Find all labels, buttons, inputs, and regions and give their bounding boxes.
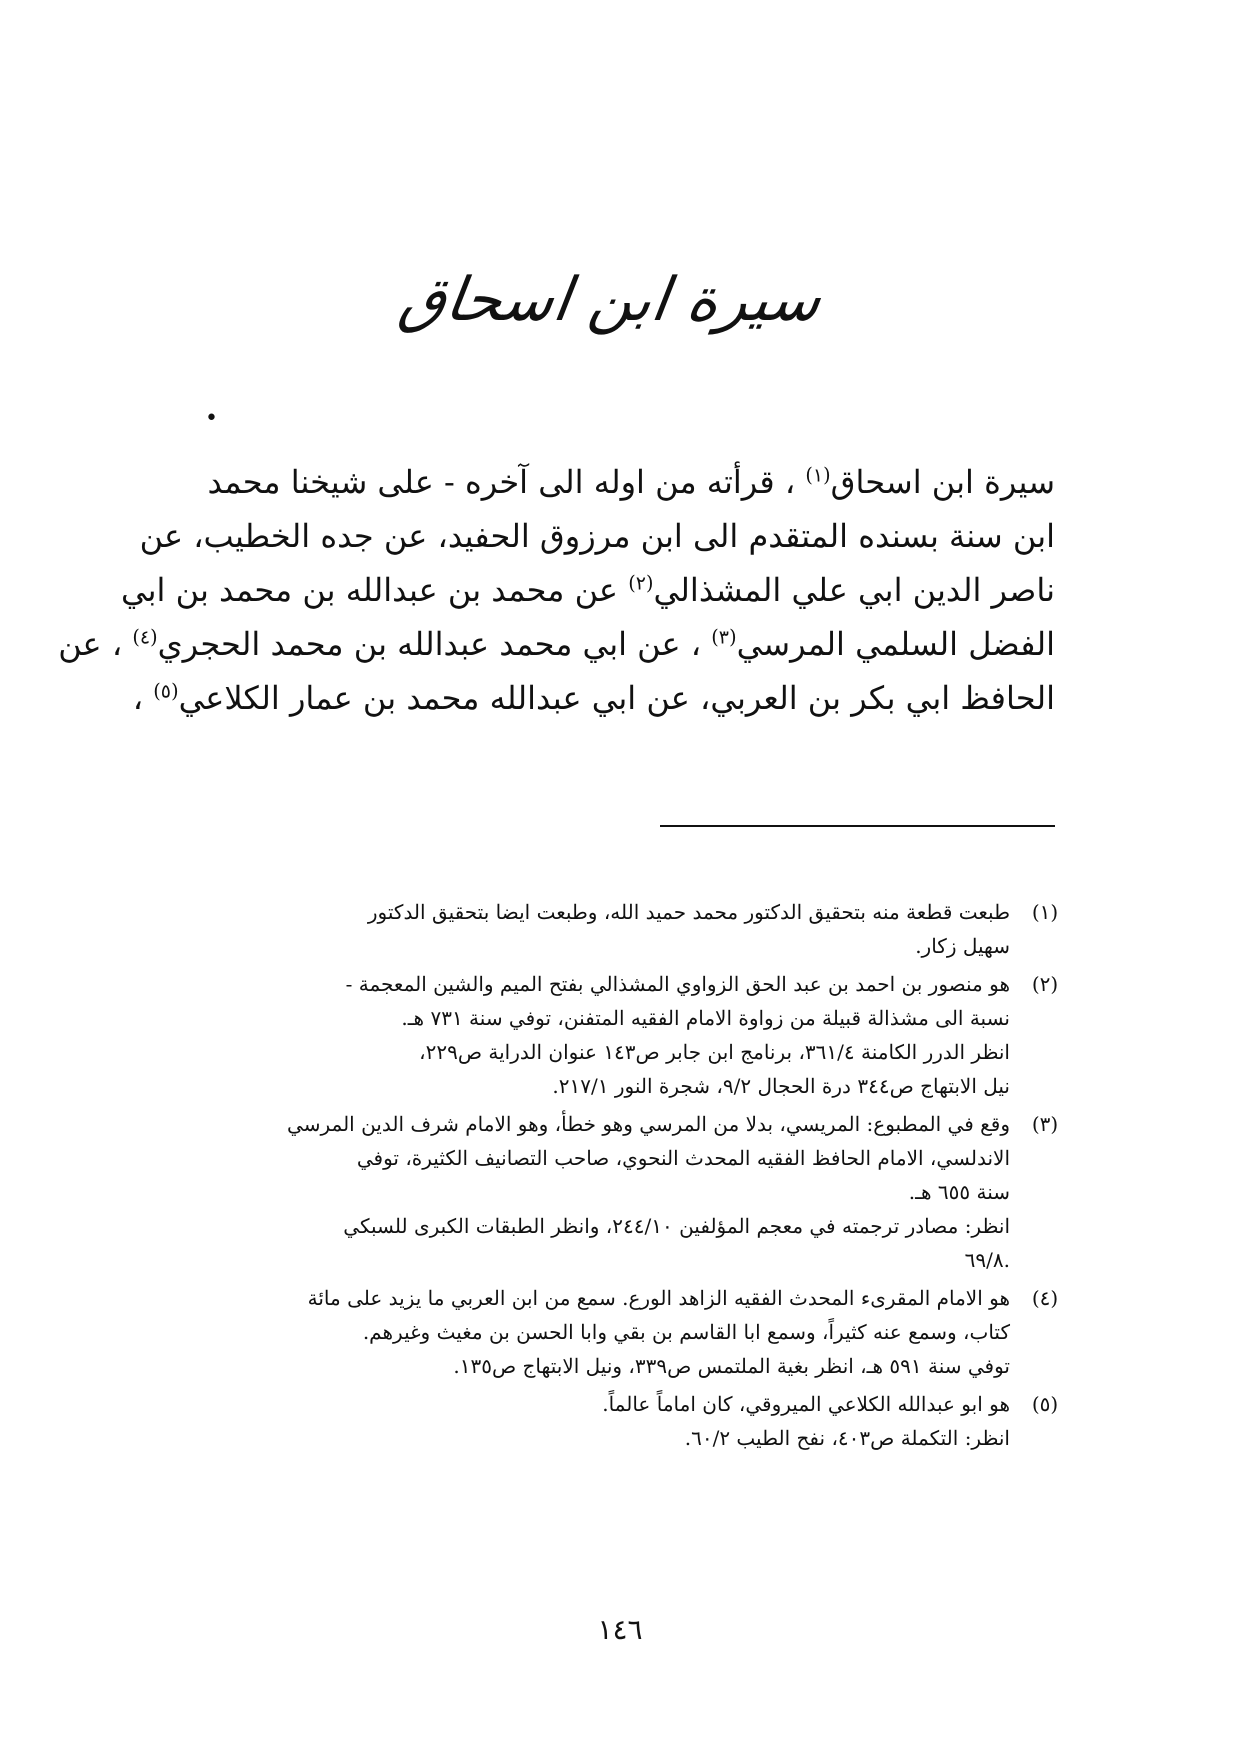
page-title: سيرة ابن اسحاق	[394, 265, 826, 335]
footnote-divider	[660, 825, 1055, 827]
footnote-line: هو منصور بن احمد بن عبد الحق الزواوي المشذالي بفتح الميم والشين المعجمة -	[345, 972, 1010, 996]
footnote-ref-3: (٣)	[711, 625, 737, 649]
decorative-dot: •	[205, 406, 218, 431]
paragraph-line-1	[160, 455, 1055, 509]
footnote-line: انظر الدرر الكامنة ٣٦١/٤، برنامج ابن جابر ص١٤٣ عنوان الدراية ص٢٢٩،	[419, 1040, 1010, 1064]
paragraph-line-4	[58, 617, 1055, 671]
footnote-line: نيل الابتهاج ص٣٤٤ درة الحجال ٩/٢، شجرة النور ٢١٧/١.	[552, 1074, 1010, 1098]
footnote-3	[160, 1107, 1070, 1277]
footnote-line: طبعت قطعة منه بتحقيق الدكتور محمد حميد الله، وطبعت ايضا بتحقيق الدكتور	[367, 900, 1010, 924]
footnote-line: .٦٩/٨	[964, 1248, 1010, 1272]
text-span: ، عن	[58, 625, 123, 663]
paragraph-line-3	[120, 563, 1055, 617]
text-span: الحافظ ابي بكر بن العربي، عن ابي عبدالله محمد بن عمار الكلاعي	[178, 679, 1055, 717]
footnote-ref-2: (٢)	[628, 571, 654, 595]
footnote-line: توفي سنة ٥٩١ هـ، انظر بغية الملتمس ص٣٣٩، ونيل الابتهاج ص١٣٥.	[453, 1354, 1010, 1378]
footnotes	[160, 895, 1070, 1459]
footnote-number: (٣)	[1031, 1112, 1059, 1136]
footnote-ref-1: (١)	[805, 463, 831, 487]
footnote-4	[160, 1281, 1070, 1383]
footnote-line: سنة ٦٥٥ هـ.	[908, 1180, 1010, 1204]
footnote-line: هو الامام المقرىء المحدث الفقيه الزاهد الورع. سمع من ابن العربي ما يزيد على مائة	[307, 1286, 1010, 1310]
footnote-line: الاندلسي، الامام الحافظ الفقيه المحدث النحوي، صاحب التصانيف الكثيرة، توفي	[356, 1146, 1010, 1170]
text-span: سيرة ابن اسحاق	[830, 463, 1055, 501]
footnote-number: (٤)	[1031, 1286, 1059, 1310]
text-span: عن محمد بن عبدالله بن محمد بن ابي	[120, 571, 619, 609]
paragraph-line-2: ابن سنة بسنده المتقدم الى ابن مرزوق الحفيد، عن جده الخطيب، عن	[139, 517, 1055, 555]
footnote-line: كتاب، وسمع عنه كثيراً، وسمع ابا القاسم بن بقي وابا الحسن بن مغيث وغيرهم.	[362, 1320, 1010, 1344]
footnote-line: نسبة الى مشذالة قبيلة من زواوة الامام الفقيه المتفنن، توفي سنة ٧٣١ هـ.	[401, 1006, 1010, 1030]
footnote-line: انظر: التكملة ص٤٠٣، نفح الطيب ٦٠/٢.	[684, 1426, 1010, 1450]
footnote-2	[160, 967, 1070, 1103]
footnote-number: (١)	[1031, 900, 1059, 924]
main-paragraph	[58, 455, 1055, 725]
footnote-line: هو ابو عبدالله الكلاعي الميروقي، كان اماماً عالماً.	[602, 1392, 1010, 1416]
footnote-ref-5: (٥)	[153, 679, 179, 703]
footnote-line: وقع في المطبوع: المريسي، بدلا من المرسي وهو خطأ، وهو الامام شرف الدين المرسي	[287, 1112, 1010, 1136]
paragraph-line-5	[132, 671, 1055, 725]
footnote-ref-4: (٤)	[132, 625, 158, 649]
text-span: ، قرأته من اوله الى آخره - على شيخنا محمد	[207, 463, 796, 501]
footnote-5	[160, 1387, 1070, 1455]
page-number: ١٤٦	[597, 1613, 643, 1646]
footnote-number: (٥)	[1031, 1392, 1059, 1416]
text-span: الفضل السلمي المرسي	[736, 625, 1055, 663]
text-span: ،	[132, 679, 144, 717]
text-span: ، عن ابي محمد عبدالله بن محمد الحجري	[157, 625, 702, 663]
footnote-line: سهيل زكار.	[915, 934, 1010, 958]
footnote-1	[160, 895, 1070, 963]
text-span: ناصر الدين ابي علي المشذالي	[653, 571, 1055, 609]
footnote-number: (٢)	[1031, 972, 1059, 996]
footnote-line: انظر: مصادر ترجمته في معجم المؤلفين ٢٤٤/١٠، وانظر الطبقات الكبرى للسبكي	[343, 1214, 1010, 1238]
